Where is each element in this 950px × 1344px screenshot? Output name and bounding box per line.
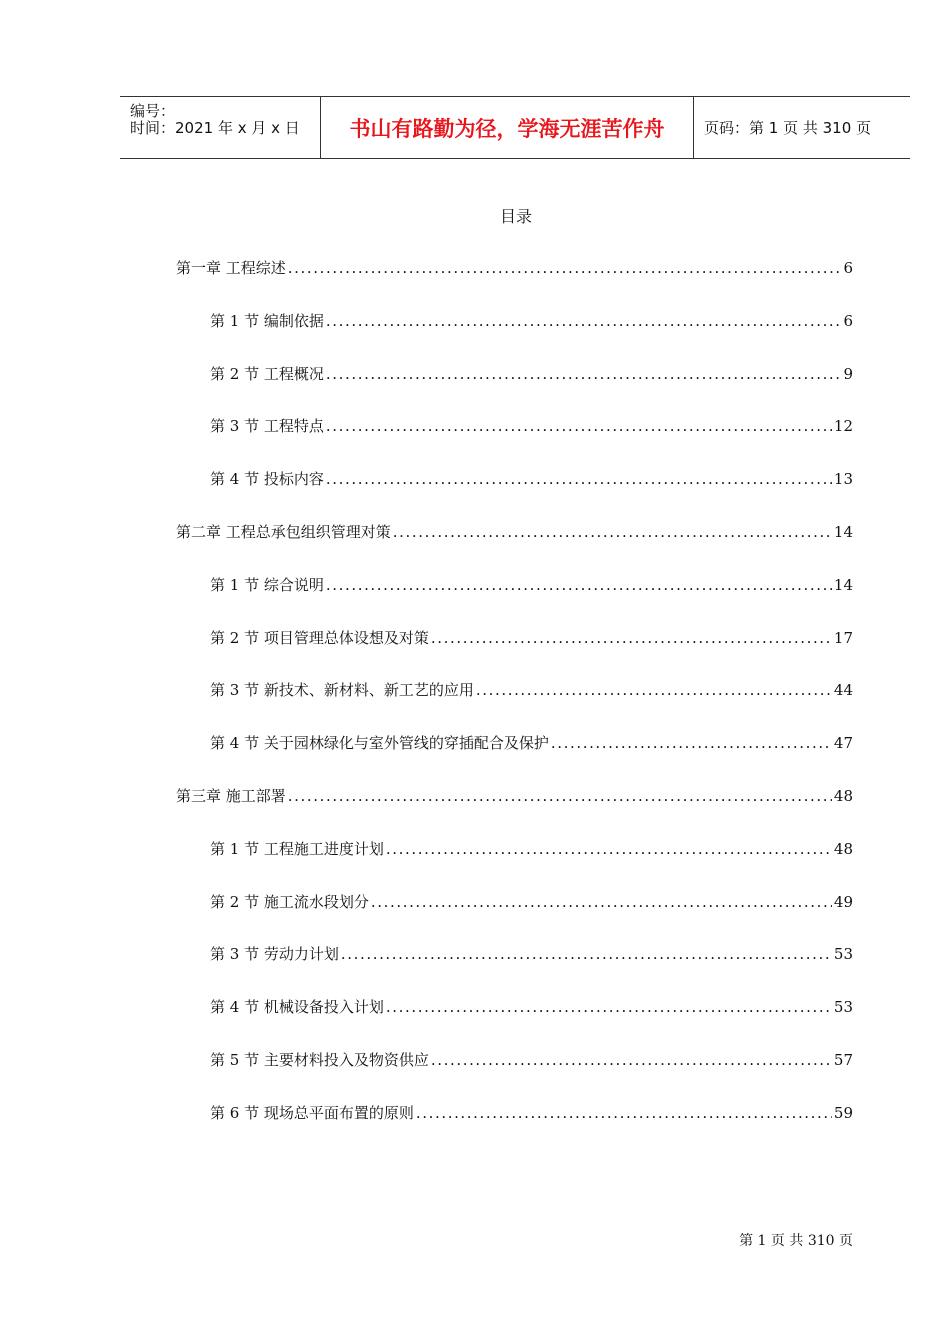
toc-dot-leader <box>551 734 832 752</box>
toc-section-entry[interactable] <box>210 574 853 596</box>
toc-entry-page: 44 <box>833 681 853 699</box>
toc-chapter-entry[interactable] <box>176 257 853 279</box>
toc-section-entry[interactable] <box>210 996 853 1018</box>
toc-title: 目录 <box>499 207 532 226</box>
toc-section-entry[interactable] <box>210 1049 853 1071</box>
toc-dot-leader <box>476 681 832 699</box>
header-page-info: 页码：第 1 页 共 310 页 <box>704 119 872 137</box>
toc-entry-label: 第三章 施工部署 <box>176 787 286 805</box>
toc-section-entry[interactable] <box>210 838 853 860</box>
toc-entry-label: 第 5 节 主要材料投入及物资供应 <box>210 1051 429 1069</box>
toc-entry-page: 48 <box>833 787 853 805</box>
toc-dot-leader <box>386 840 832 858</box>
toc-entry-label: 第 2 节 工程概况 <box>210 365 324 383</box>
toc-entry-label: 第 1 节 工程施工进度计划 <box>210 840 384 858</box>
toc-entry-label: 第 4 节 机械设备投入计划 <box>210 998 384 1016</box>
toc-dot-leader <box>341 945 832 963</box>
toc-entry-page: 9 <box>843 365 853 383</box>
toc-entry-page: 14 <box>833 576 853 594</box>
toc-section-entry[interactable] <box>210 415 853 437</box>
toc-entry-label: 第二章 工程总承包组织管理对策 <box>176 523 391 541</box>
toc-entry-label: 第 4 节 投标内容 <box>210 470 324 488</box>
toc-section-entry[interactable] <box>210 679 853 701</box>
toc-dot-leader <box>431 629 832 647</box>
toc-entry-label: 第 3 节 工程特点 <box>210 417 324 435</box>
header-motto: 书山有路勤为径，学海无涯苦作舟 <box>321 97 694 158</box>
toc-section-entry[interactable] <box>210 310 853 332</box>
toc-section-entry[interactable] <box>210 363 853 385</box>
toc-entry-page: 13 <box>833 470 853 488</box>
toc-entry-label: 第 1 节 综合说明 <box>210 576 324 594</box>
toc-dot-leader <box>386 998 832 1016</box>
toc-section-entry[interactable] <box>210 891 853 913</box>
document-time-label: 时间：2021 年 x 月 x 日 <box>130 119 300 137</box>
document-header <box>120 96 910 159</box>
toc-section-entry[interactable] <box>210 627 853 649</box>
toc-entry-page: 14 <box>833 523 853 541</box>
toc-dot-leader <box>326 470 832 488</box>
toc-dot-leader <box>431 1051 832 1069</box>
toc-dot-leader <box>288 787 832 805</box>
toc-dot-leader <box>326 576 832 594</box>
toc-dot-leader <box>326 312 842 330</box>
toc-entry-page: 12 <box>833 417 853 435</box>
footer-page-info: 第 1 页 共 310 页 <box>739 1233 853 1249</box>
toc-entry-page: 59 <box>833 1104 853 1122</box>
toc-entry-label: 第一章 工程综述 <box>176 259 286 277</box>
toc-section-entry[interactable] <box>210 732 853 754</box>
toc-entry-page: 53 <box>833 998 853 1016</box>
toc-dot-leader <box>288 259 842 277</box>
toc-entry-label: 第 1 节 编制依据 <box>210 312 324 330</box>
header-meta-cell <box>120 97 321 158</box>
toc-dot-leader <box>326 365 842 383</box>
toc-dot-leader <box>371 893 832 911</box>
toc-dot-leader <box>326 417 832 435</box>
toc-entry-label: 第 2 节 施工流水段划分 <box>210 893 369 911</box>
toc-entry-label: 第 3 节 新技术、新材料、新工艺的应用 <box>210 681 474 699</box>
toc-dot-leader <box>393 523 832 541</box>
toc-entry-page: 6 <box>843 259 853 277</box>
toc-entry-page: 57 <box>833 1051 853 1069</box>
toc-entry-page: 49 <box>833 893 853 911</box>
toc-entry-page: 48 <box>833 840 853 858</box>
toc-entry-page: 17 <box>833 629 853 647</box>
toc-dot-leader <box>416 1104 832 1122</box>
toc-entry-label: 第 2 节 项目管理总体设想及对策 <box>210 629 429 647</box>
toc-chapter-entry[interactable] <box>176 521 853 543</box>
toc-entry-label: 第 4 节 关于园林绿化与室外管线的穿插配合及保护 <box>210 734 549 752</box>
toc-entry-page: 53 <box>833 945 853 963</box>
toc-section-entry[interactable] <box>210 1102 853 1124</box>
toc-entry-page: 47 <box>833 734 853 752</box>
toc-entry-label: 第 3 节 劳动力计划 <box>210 945 339 963</box>
toc-entry-label: 第 6 节 现场总平面布置的原则 <box>210 1104 414 1122</box>
document-number-label: 编号： <box>130 102 176 120</box>
toc-section-entry[interactable] <box>210 468 853 490</box>
toc-entry-page: 6 <box>843 312 853 330</box>
toc-chapter-entry[interactable] <box>176 785 853 807</box>
toc-section-entry[interactable] <box>210 943 853 965</box>
